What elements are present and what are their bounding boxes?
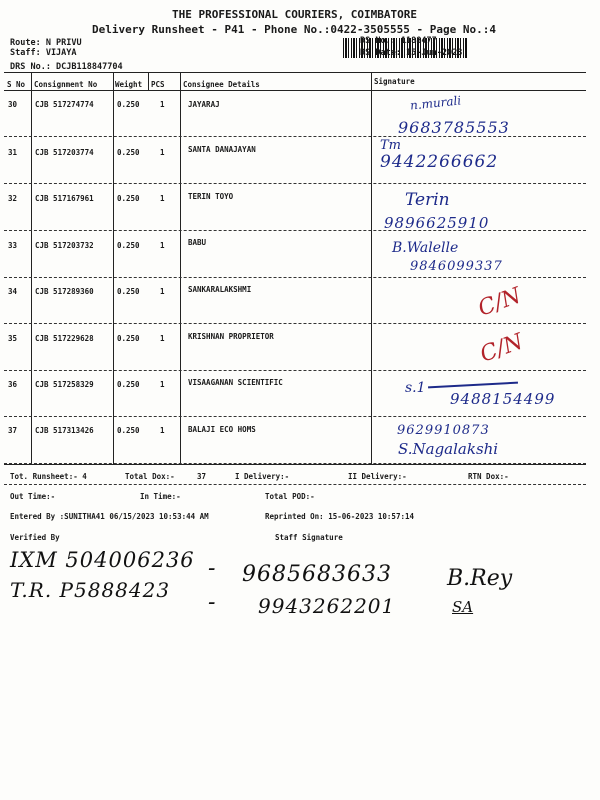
col-divider-2 [113,72,114,464]
runsheet-subtitle: Delivery Runsheet - P41 - Phone No.:0422-3505555 - Page No.:4 [92,23,496,36]
row-consignment: CJB 517203774 [35,148,94,157]
signature-32-phone: 9896625910 [384,214,490,232]
row-sno: 32 [8,194,18,203]
row-weight: 0.250 [117,380,140,389]
row-divider [4,323,586,324]
signature-36-stroke [428,382,518,389]
row-consignee: SANKARALAKSHMI [188,285,252,294]
row-weight: 0.250 [117,100,140,109]
i-delivery-label: I Delivery:- [235,472,290,481]
col-header-pcs: PCS [151,80,165,89]
row-pcs: 1 [160,100,165,109]
total-pod-label: Total POD:- [265,492,315,501]
row-divider [4,183,586,184]
row-sno: 36 [8,380,18,389]
signature-36-phone: 9488154499 [450,390,556,408]
row-consignee: TERIN TOYO [188,192,234,201]
out-time-label: Out Time:- [10,492,56,501]
ii-delivery-label: II Delivery:- [348,472,407,481]
table-top-border [4,72,586,73]
col-header-consignment: Consignment No [34,80,98,89]
row-consignee: VISAAGANAN SCIENTIFIC [188,378,283,387]
summary-divider [4,484,586,485]
signature-30-phone: 9683785553 [398,118,510,137]
signature-33-phone: 9846099337 [410,259,503,274]
row-consignee: KRISHNAN PROPRIETOR [188,332,274,341]
row-consignee: JAYARAJ [188,100,220,109]
row-pcs: 1 [160,380,165,389]
signature-36-name: s.1 [405,380,426,396]
verified-by-label: Verified By [10,533,60,542]
row-sno: 34 [8,287,18,296]
signature-32-name: Terin [405,190,450,210]
col-divider-3 [148,72,149,90]
row-pcs: 1 [160,194,165,203]
handwritten-footer-line1: IXM 504006236 [10,548,195,572]
signature-30-name: n.murali [409,93,462,113]
tot-runsheet: Tot. Runsheet:- 4 [10,472,87,481]
row-consignment: CJB 517274774 [35,100,94,109]
entered-by: Entered By :SUNITHA41 06/15/2023 10:53:44 AM [10,512,209,521]
company-title: THE PROFESSIONAL COURIERS, COIMBATORE [172,8,418,21]
col-header-weight: Weight [115,80,143,89]
row-consignment: CJB 517229628 [35,334,94,343]
row-pcs: 1 [160,241,165,250]
col-header-signature: Signature [374,77,415,86]
row-sno: 30 [8,100,18,109]
row-pcs: 1 [160,287,165,296]
row-consignment: CJB 517203732 [35,241,94,250]
row-consignee: BABU [188,238,207,247]
rs-number: RS No.: 1188477 [360,36,437,46]
handwritten-phone-1: 9685683633 [242,562,392,587]
handwritten-dash-1: - [208,556,216,581]
signature-37-name: S.Nagalakshi [398,440,499,458]
reprinted-on: Reprinted On: 15-06-2023 10:57:14 [265,512,415,521]
signature-31-phone: 9442266662 [380,152,499,172]
signature-35-cn-mark: C/N [477,329,527,368]
row-pcs: 1 [160,148,165,157]
handwritten-footer-line2: T.R. P5888423 [10,578,171,602]
row-divider [4,230,586,231]
row-weight: 0.250 [117,287,140,296]
route-label: Route: N PRIVU [10,38,82,48]
row-divider [4,277,586,278]
row-weight: 0.250 [117,241,140,250]
drs-number: DRS No.: DCJB118847704 [10,62,123,72]
row-sno: 33 [8,241,18,250]
row-consignment: CJB 517258329 [35,380,94,389]
total-dox-value: 37 [197,472,207,481]
row-divider [4,370,586,371]
row-consignment: CJB 517313426 [35,426,94,435]
row-sno: 35 [8,334,18,343]
signature-37-phone: 9629910873 [397,423,490,438]
total-dox-label: Total Dox:- [125,472,175,481]
rtn-dox-label: RTN Dox:- [468,472,509,481]
staff-signature-label: Staff Signature [275,533,343,542]
row-weight: 0.250 [117,334,140,343]
row-weight: 0.250 [117,148,140,157]
handwritten-signature-2: SA [452,598,474,616]
summary-top-border [4,464,586,465]
table-header-border [4,90,586,91]
signature-34-cn-mark: C/N [475,283,525,322]
row-consignee: SANTA DANAJAYAN [188,145,256,154]
row-consignment: CJB 517167961 [35,194,94,203]
row-consignment: CJB 517289360 [35,287,94,296]
signature-31-name: Tm [380,138,401,153]
handwritten-dash-2: - [208,590,216,615]
row-weight: 0.250 [117,426,140,435]
signature-33-name: B.Walelle [392,240,459,256]
handwritten-phone-2: 9943262201 [258,594,396,618]
row-divider [4,416,586,417]
col-divider-4 [180,72,181,464]
col-divider-5 [371,72,372,464]
row-weight: 0.250 [117,194,140,203]
rs-date: RS Date: 15-Jun-2023 [360,48,463,58]
row-sno: 31 [8,148,18,157]
row-sno: 37 [8,426,18,435]
col-divider-1 [31,72,32,464]
handwritten-signature-1: B.Rey [447,566,513,591]
row-pcs: 1 [160,334,165,343]
row-pcs: 1 [160,426,165,435]
staff-label: Staff: VIJAYA [10,48,77,58]
row-consignee: BALAJI ECO HOMS [188,425,256,434]
col-header-consignee: Consignee Details [183,80,260,89]
in-time-label: In Time:- [140,492,181,501]
col-header-sno: S No [7,80,26,89]
